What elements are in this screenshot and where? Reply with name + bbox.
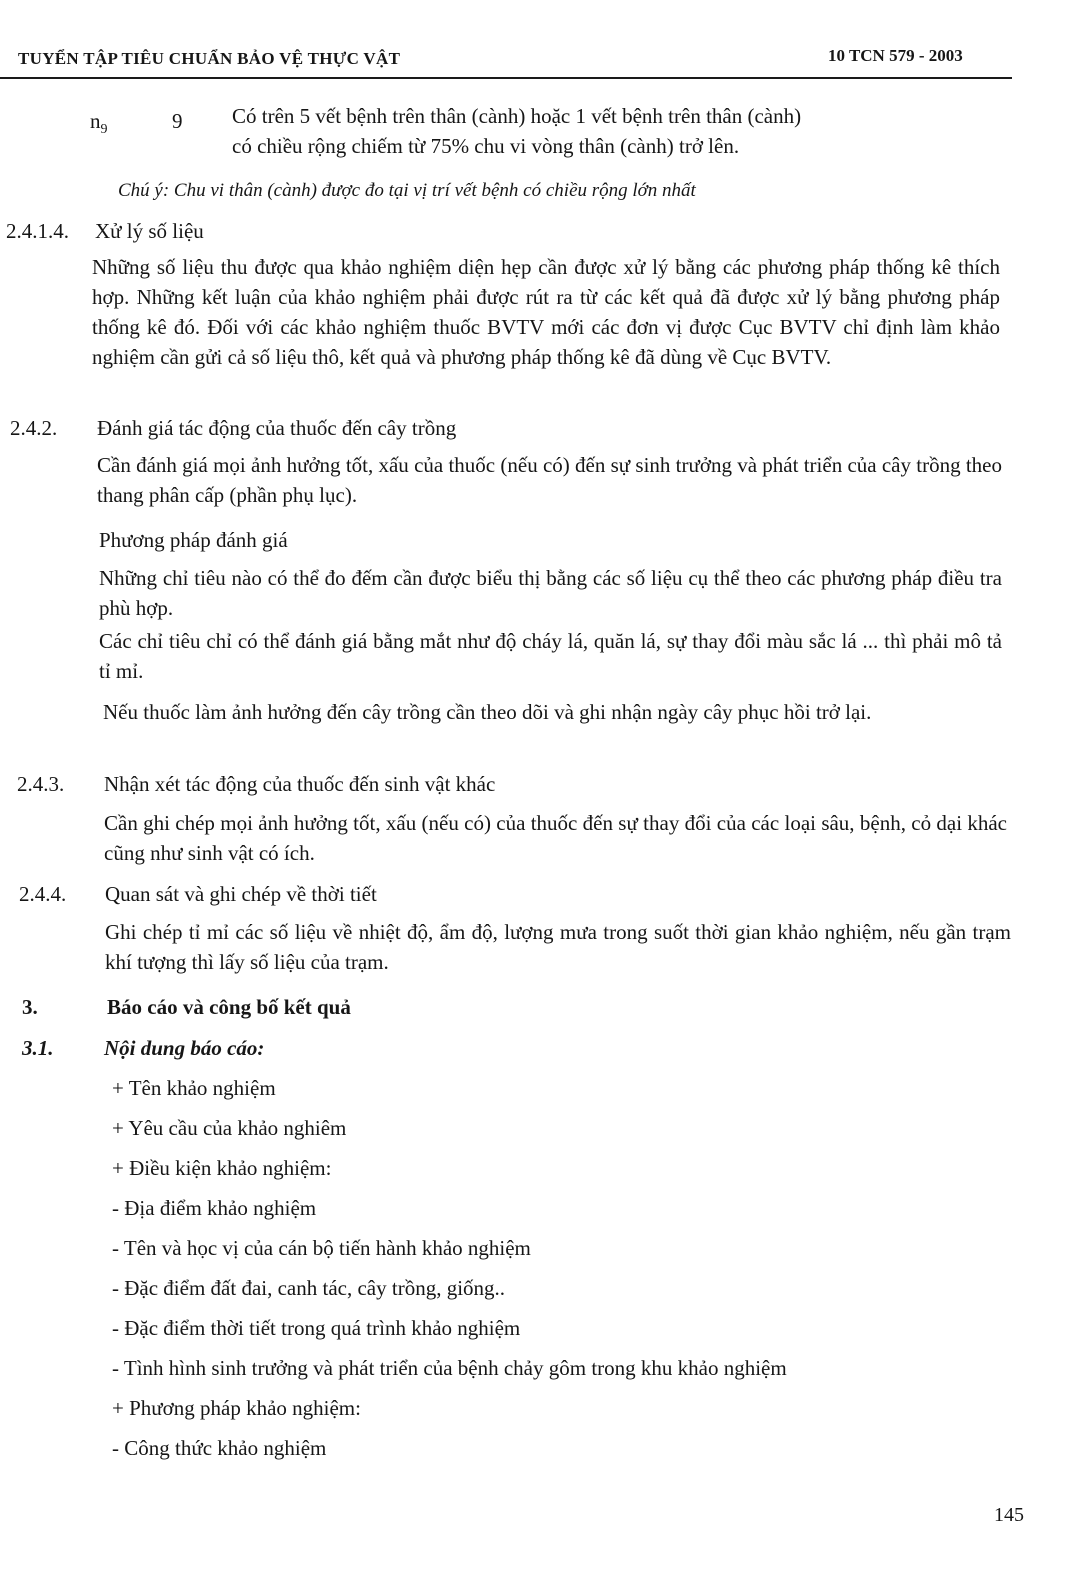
section-number-3: 3. <box>22 995 38 1019</box>
section-title-242: Đánh giá tác động của thuốc đến cây trồng <box>97 416 457 440</box>
list-item: - Tình hình sinh trưởng và phát triển của bệnh chảy gôm trong khu khảo nghiệm <box>112 1356 787 1380</box>
header-rule <box>0 77 1012 79</box>
paragraph-2414: Những số liệu thu được qua khảo nghiệm diện hẹp cần được xử lý bằng các phương pháp thống kê thích hợp. Những kết luận của khảo nghiệm phải được rút ra từ các kết quả đã được xử lý bằng phương pháp thống kê đó. Đối với các khảo nghiệm thuốc BVTV mới các đơn vị được Cục BVTV chỉ định làm khảo nghiệm cần gửi cả số liệu thô, kết quả và phương pháp thống kê đã dùng về Cục BVTV. <box>92 255 1000 369</box>
list-item: - Công thức khảo nghiệm <box>112 1436 327 1460</box>
list-item: - Đặc điểm thời tiết trong quá trình khảo nghiệm <box>112 1316 521 1340</box>
paragraph-242-2: Phương pháp đánh giá <box>99 528 288 552</box>
section-title-31: Nội dung báo cáo: <box>104 1036 265 1060</box>
section-number-244: 2.4.4. <box>19 882 67 906</box>
grade-symbol: $n_9$ <box>90 109 108 137</box>
list-item: + Yêu cầu của khảo nghiêm <box>112 1116 347 1140</box>
grade-description-line2: có chiều rộng chiếm từ 75% chu vi vòng thân (cành) trở lên. <box>232 134 740 158</box>
running-header-code: 10 TCN 579 - 2003 <box>828 46 963 65</box>
section-title-243: Nhận xét tác động của thuốc đến sinh vật khác <box>104 772 496 796</box>
paragraph-242-5: Nếu thuốc làm ảnh hưởng đến cây trồng cần theo dõi và ghi nhận ngày cây phục hồi trở lại. <box>103 700 872 724</box>
paragraph-242-1: Cần đánh giá mọi ảnh hưởng tốt, xấu của thuốc (nếu có) đến sự sinh trưởng và phát triển của cây trồng theo thang phân cấp (phần phụ lục). <box>97 453 1002 507</box>
note-text: Chú ý: Chu vi thân (cành) được đo tại vị trí vết bệnh có chiều rộng lớn nhất <box>118 180 696 201</box>
list-item: - Địa điểm khảo nghiệm <box>112 1196 317 1220</box>
list-item: + Điều kiện khảo nghiệm: <box>112 1156 332 1180</box>
list-item: - Tên và học vị của cán bộ tiến hành khảo nghiệm <box>112 1236 531 1260</box>
grade-description-line1: Có trên 5 vết bệnh trên thân (cành) hoặc 1 vết bệnh trên thân (cành) <box>232 104 802 128</box>
grade-number: 9 <box>172 109 183 133</box>
paragraph-243: Cần ghi chép mọi ảnh hưởng tốt, xấu (nếu có) của thuốc đến sự thay đổi của các loại sâu, bệnh, cỏ dại khác cũng như sinh vật có ích. <box>104 811 1007 865</box>
list-item: + Tên khảo nghiệm <box>112 1076 276 1100</box>
running-header-title: TUYỂN TẬP TIÊU CHUẨN BẢO VỆ THỰC VẬT <box>18 49 401 68</box>
paragraph-242-3: Những chỉ tiêu nào có thể đo đếm cần được biểu thị bằng các số liệu cụ thể theo các phương pháp điều tra phù hợp. <box>99 566 1002 620</box>
section-number-242: 2.4.2. <box>10 416 58 440</box>
section-number-2414: 2.4.1.4. <box>6 219 69 243</box>
section-number-31: 3.1. <box>22 1036 54 1060</box>
section-title-244: Quan sát và ghi chép về thời tiết <box>105 882 377 906</box>
section-number-243: 2.4.3. <box>17 772 65 796</box>
paragraph-242-4: Các chỉ tiêu chỉ có thể đánh giá bằng mắt như độ cháy lá, quăn lá, sự thay đổi màu sắc lá ... thì phải mô tả tỉ mỉ. <box>99 629 1002 683</box>
list-item: - Đặc điểm đất đai, canh tác, cây trồng, giống.. <box>112 1276 506 1300</box>
section-title-2414: Xử lý số liệu <box>95 219 204 243</box>
paragraph-244: Ghi chép tỉ mỉ các số liệu về nhiệt độ, ẩm độ, lượng mưa trong suốt thời gian khảo nghiệm, nếu gần trạm khí tượng thì lấy số liệu của trạm. <box>105 920 1011 974</box>
list-item: + Phương pháp khảo nghiệm: <box>112 1396 361 1420</box>
section-title-3: Báo cáo và công bố kết quả <box>107 995 351 1019</box>
page-number: 145 <box>994 1504 1024 1526</box>
